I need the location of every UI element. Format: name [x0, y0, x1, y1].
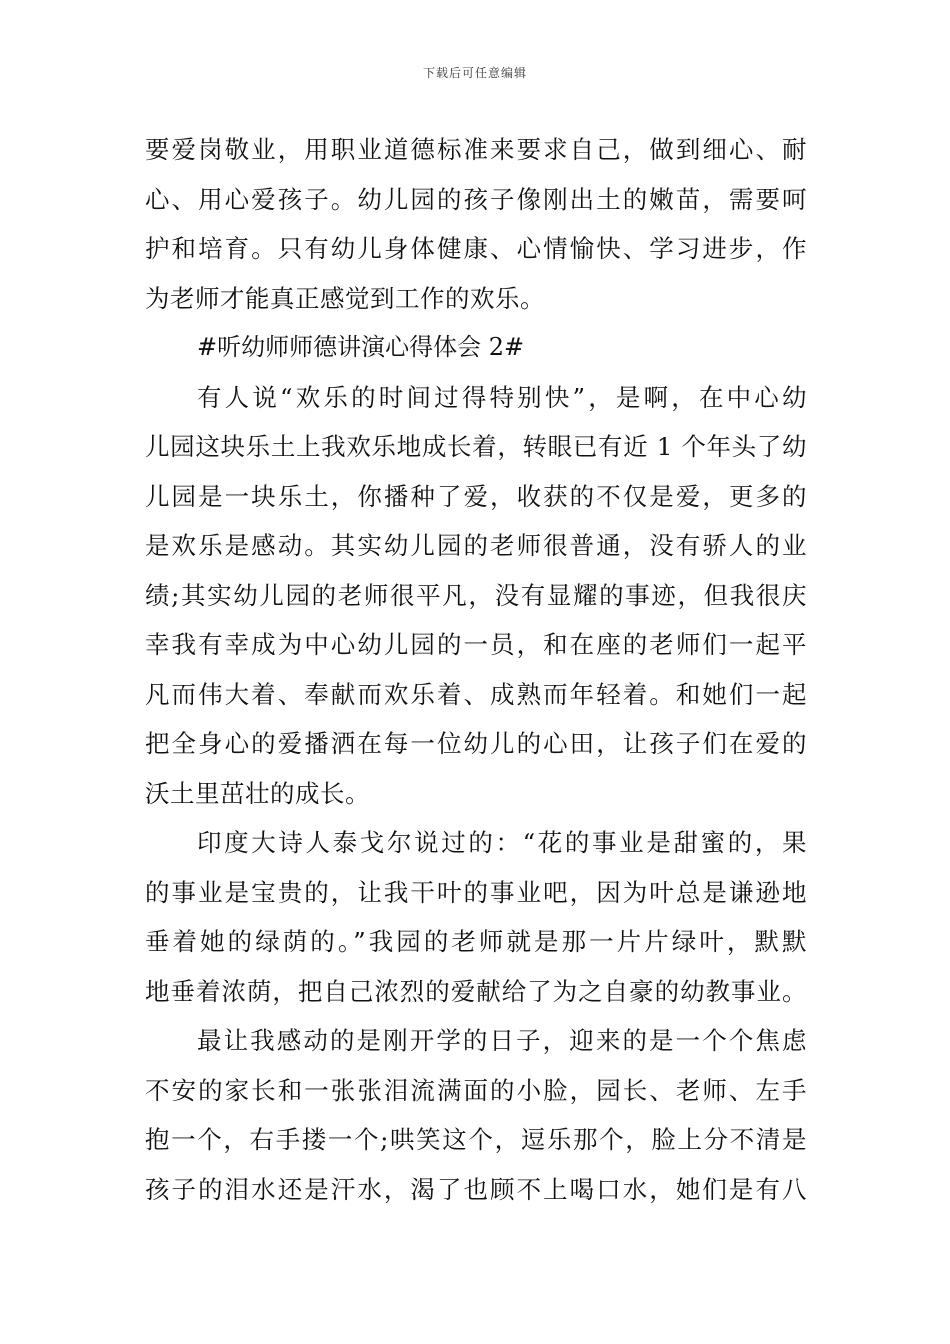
- text-line: 幸我有幸成为中心幼儿园的一员，和在座的老师们一起平: [145, 630, 807, 659]
- text-line: 要爱岗敬业，用职业道德标准来要求自己，做到细心、耐: [145, 135, 807, 164]
- text-line: 最让我感动的是刚开学的日子，迎来的是一个个焦虑: [197, 1026, 807, 1055]
- text-line: 护和培育。只有幼儿身体健康、心情愉快、学习进步，作: [145, 234, 807, 263]
- text-line: 心、用心爱孩子。幼儿园的孩子像刚出土的嫩苗，需要呵: [145, 184, 807, 214]
- text-line: 不安的家长和一张张泪流满面的小脸，园长、老师、左手: [145, 1075, 807, 1105]
- text-line: 绩;其实幼儿园的老师很平凡，没有显耀的事迹，但我很庆: [145, 580, 807, 610]
- text-line: 孩子的泪水还是汗水，渴了也顾不上喝口水，她们是有八: [145, 1174, 807, 1204]
- text-line: 抱一个，右手搂一个;哄笑这个，逗乐那个，脸上分不清是: [145, 1125, 807, 1154]
- text-line: 垂着她的绿荫的。”我园的老师就是那一片片绿叶，默默: [145, 927, 807, 956]
- document-body: [145, 125, 807, 1214]
- text-line: 有人说“欢乐的时间过得特别快”，是啊，在中心幼: [197, 382, 807, 412]
- text-line: 儿园是一块乐土，你播种了爱，收获的不仅是爱，更多的: [145, 481, 807, 511]
- text-line: 印度大诗人泰戈尔说过的：“花的事业是甜蜜的，果: [197, 828, 807, 857]
- text-line: 沃土里茁壮的成长。: [145, 778, 370, 808]
- text-line: 把全身心的爱播洒在每一位幼儿的心田，让孩子们在爱的: [145, 729, 807, 758]
- paragraph: [145, 125, 807, 323]
- paragraph: [145, 373, 807, 819]
- text-line: 儿园这块乐土上我欢乐地成长着，转眼已有近 1 个年头了幼: [145, 432, 807, 461]
- paragraph: [145, 1016, 807, 1214]
- paragraph: [145, 818, 807, 1016]
- header-note: 下载后可任意编辑: [422, 66, 527, 80]
- text-line: 的事业是宝贵的，让我干叶的事业吧，因为叶总是谦逊地: [145, 877, 807, 907]
- text-line: 为老师才能真正感觉到工作的欢乐。: [145, 283, 545, 313]
- text-line: 是欢乐是感动。其实幼儿园的老师很普通，没有骄人的业: [145, 531, 807, 560]
- text-line: 凡而伟大着、奉献而欢乐着、成熟而年轻着。和她们一起: [145, 679, 807, 709]
- section-heading: #听幼师师德讲演心得体会 2#: [197, 333, 525, 361]
- text-line: 地垂着浓荫，把自己浓烈的爱献给了为之自豪的幼教事业。: [145, 976, 807, 1006]
